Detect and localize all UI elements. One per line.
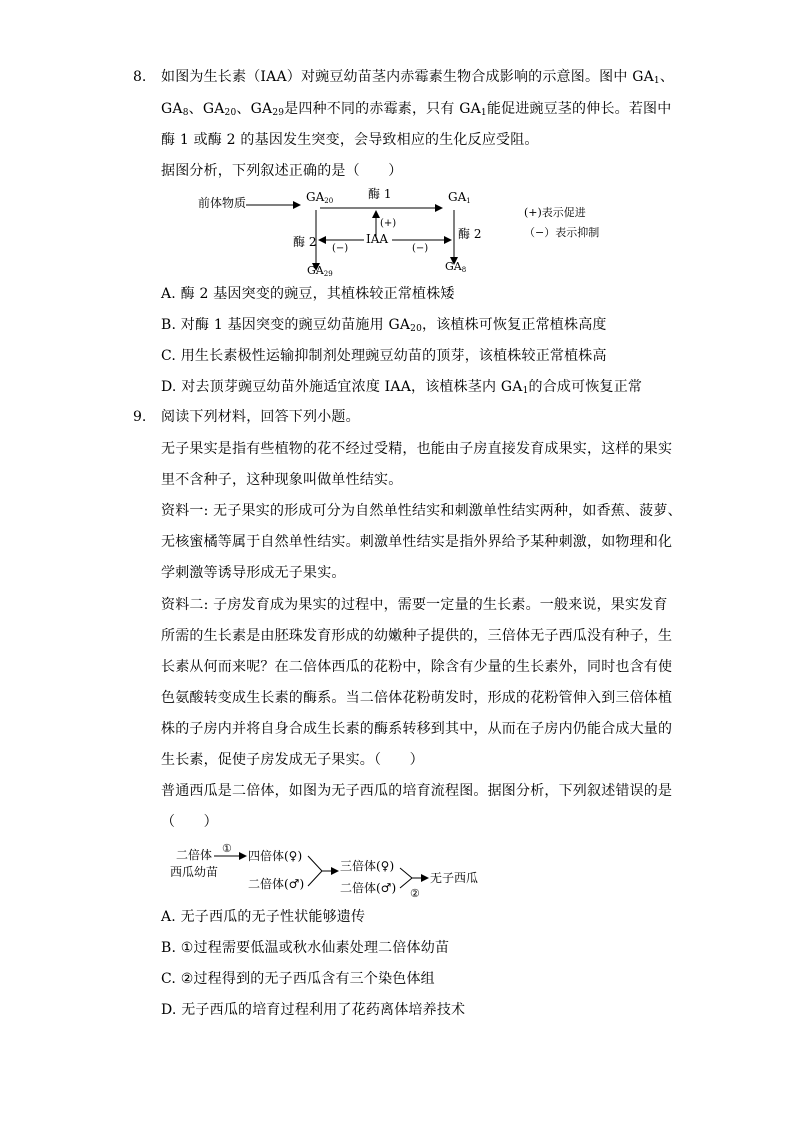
precursor-label: 前体物质 <box>198 196 247 210</box>
q9-material1-line1: 资料一: 无子果实的形成可分为自然单性结实和刺激单性结实两种，如香蕉、菠萝、 <box>161 503 682 519</box>
inhibit-sign-right: (−) <box>412 243 429 254</box>
ga8-label: GA8 <box>445 260 467 274</box>
q8-option-b[interactable]: B. 对酶 1 基因突变的豌豆幼苗施用 $GA_{20}$，该植株可恢复正常植株高度 <box>161 317 607 334</box>
seedless-watermelon-label: 无子西瓜 <box>430 871 479 885</box>
diploid-male-label-1: 二倍体(♂) <box>248 877 305 891</box>
q8-option-c[interactable]: C. 用生长素极性运输抑制剂处理豌豆幼苗的顶芽，该植株较正常植株高 <box>161 348 607 364</box>
q9-material1-line2: 无核蜜橘等属于自然单性结实。刺激单性结实是指外界给予某种刺激，如物理和化 <box>161 534 673 550</box>
q9-material2-line2: 所需的生长素是由胚珠发育形成的幼嫩种子提供的，三倍体无子西瓜没有种子，生 <box>161 628 673 644</box>
q8-stem-line2: $GA_8$、$GA_{20}$、$GA_{29}$是四种不同的赤霉素，只有 $GA_1$能促进豌豆茎的伸长。若图中 <box>161 101 672 118</box>
question-9-number: 9. <box>133 409 147 425</box>
q9-question-line2: （ ） <box>161 814 218 830</box>
q9-material2-line3: 长素从何而来呢？在二倍体西瓜的花粉中，除含有少量的生长素外，同时也含有使 <box>161 659 673 675</box>
diploid-seedling-label-1: 二倍体 <box>176 848 213 862</box>
enzyme2-right-label: 酶 2 <box>458 227 482 241</box>
q9-option-d[interactable]: D. 无子西瓜的培育过程利用了花药离体培养技术 <box>161 1002 466 1018</box>
step2-label: ② <box>410 887 420 900</box>
inhibit-sign-left: (−) <box>332 243 349 254</box>
question-8-number: 8. <box>133 69 147 85</box>
diploid-seedling-label-2: 西瓜幼苗 <box>170 865 219 879</box>
tetraploid-label: 四倍体(♀) <box>248 849 303 863</box>
q8-stem-line1: 如图为生长素（IAA）对豌豆幼苗茎内赤霉素生物合成影响的示意图。图中 $GA_1$、 <box>161 69 675 86</box>
q9-material2-line1: 资料二: 子房发育成为果实的过程中，需要一定量的生长素。一般来说，果实发育 <box>161 597 668 613</box>
q9-para1-line1: 无子果实是指有些植物的花不经过受精，也能由子房直接发育成果实，这样的果实 <box>161 441 673 457</box>
q8-gibberellin-diagram <box>190 186 610 278</box>
q9-material2-line4: 色氨酸转变成生长素的酶系。当二倍体花粉萌发时，形成的花粉管伸入到三倍体植 <box>161 690 673 706</box>
q8-option-d[interactable]: D. 对去顶芽豌豆幼苗外施适宜浓度 IAA，该植株茎内 $GA_1$的合成可恢复正常 <box>161 379 643 396</box>
enzyme1-label: 酶 1 <box>368 187 392 201</box>
q9-question-line1: 普通西瓜是二倍体，如图为无子西瓜的培育流程图。据图分析，下列叙述错误的是 <box>161 783 673 799</box>
q8-option-a[interactable]: A. 酶 2 基因突变的豌豆，其植株较正常植株矮 <box>161 286 455 302</box>
q9-material2-line5: 株的子房内并将自身合成生长素的酶系转移到其中，从而在子房内仍能合成大量的 <box>161 721 673 737</box>
legend-inhibit: （−）表示抑制 <box>524 226 600 239</box>
step1-label: ① <box>222 842 232 855</box>
triploid-label: 三倍体(♀) <box>340 859 395 873</box>
iaa-label: IAA <box>366 232 389 246</box>
q8-stem-line4: 据图分析，下列叙述正确的是（ ） <box>161 163 403 179</box>
promote-sign: (+) <box>380 218 397 229</box>
legend-promote: (+)表示促进 <box>524 206 586 219</box>
q9-option-a[interactable]: A. 无子西瓜的无子性状能够遗传 <box>161 909 366 925</box>
ga29-label: GA29 <box>307 264 333 278</box>
ga1-label: GA1 <box>448 190 471 205</box>
q9-intro: 阅读下列材料，回答下列小题。 <box>161 409 360 425</box>
ga20-label: GA20 <box>306 190 334 205</box>
q9-para1-line2: 里不含种子，这种现象叫做单性结实。 <box>161 472 403 488</box>
q9-breeding-diagram <box>168 840 508 902</box>
q9-option-b[interactable]: B. ①过程需要低温或秋水仙素处理二倍体幼苗 <box>161 940 450 956</box>
cross1-bracket <box>308 856 322 886</box>
q9-material1-line3: 学刺激等诱导形成无子果实。 <box>161 565 346 581</box>
enzyme2-left-label: 酶 2 <box>293 235 317 249</box>
q9-option-c[interactable]: C. ②过程得到的无子西瓜含有三个染色体组 <box>161 971 435 987</box>
cross2-bracket <box>400 868 412 888</box>
q8-stem-line3: 酶 1 或酶 2 的基因发生突变，会导致相应的生化反应受阻。 <box>161 132 539 148</box>
diploid-male-label-2: 二倍体(♂) <box>340 881 397 895</box>
q9-material2-line6: 生长素，促使子房发成无子果实。（ ） <box>161 752 424 768</box>
